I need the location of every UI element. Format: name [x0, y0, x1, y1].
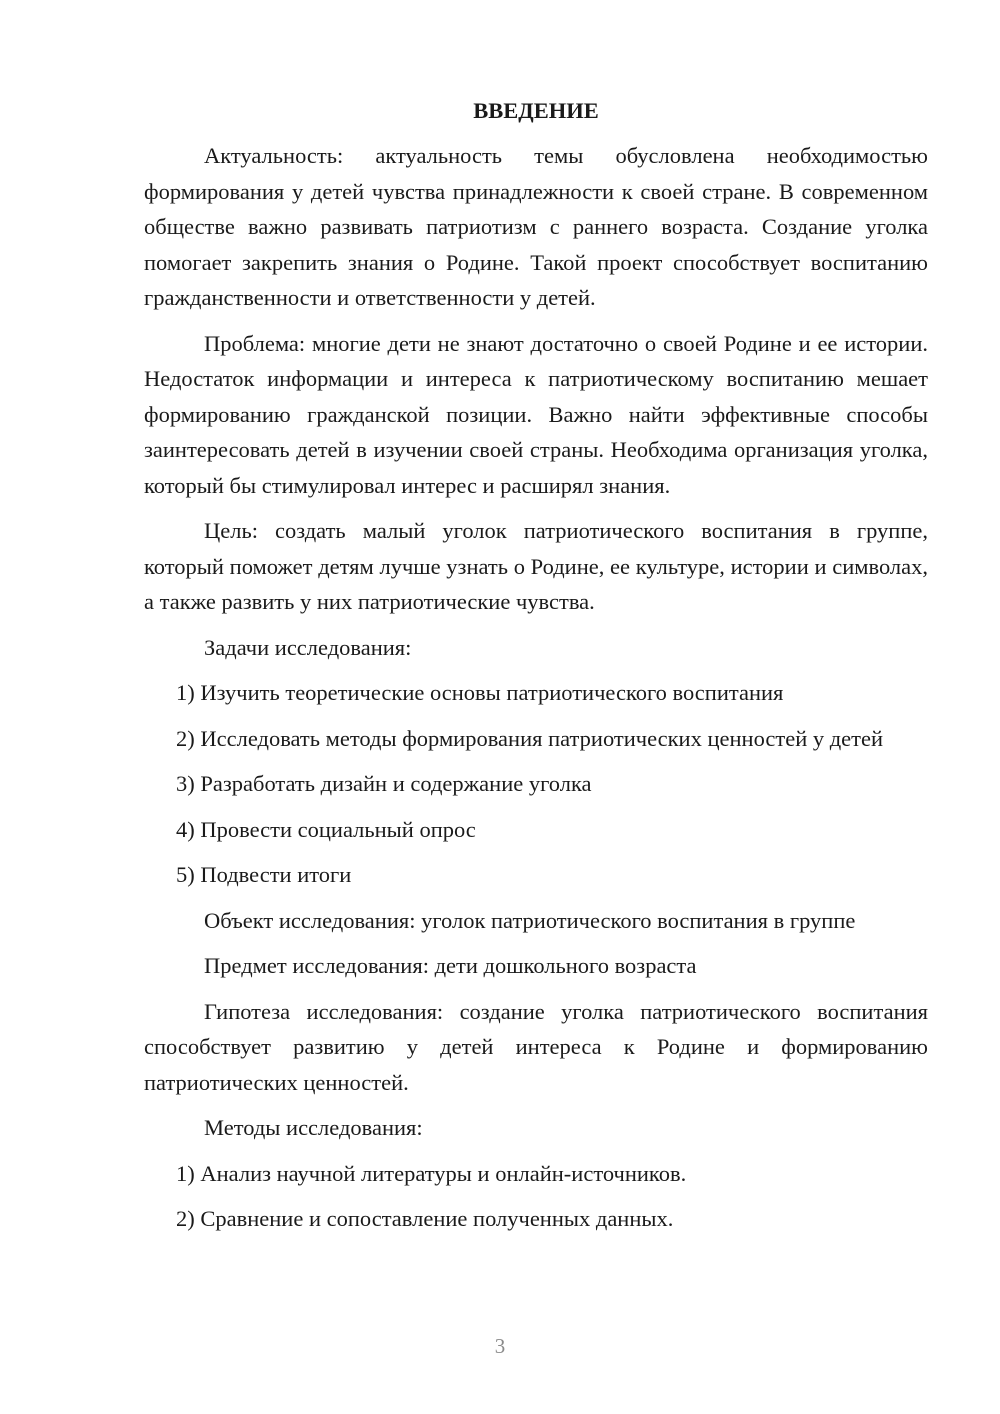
goal-paragraph: Цель: создать малый уголок патриотического воспитания в группе, который поможет детям лучше узнать о Родине, ее культуре, истории и символах, а также развить у них патриотические чувства.: [144, 518, 928, 614]
task-item-1: 1) Изучить теоретические основы патриотического воспитания: [176, 680, 784, 705]
problem-paragraph: Проблема: многие дети не знают достаточно о своей Родине и ее истории. Недостаток информации и интереса к патриотическому воспитанию мешает формированию гражданской позиции. Важно найти эффективные способы заинтересовать детей в изучении своей страны. Необходима организация уголка, который бы стимулировал интерес и расширял знания.: [144, 330, 928, 498]
task-item-3: 3) Разработать дизайн и содержание уголка: [176, 771, 592, 796]
research-subject: Предмет исследования: дети дошкольного возраста: [204, 953, 697, 978]
page-number: 3: [494, 1334, 506, 1358]
relevance-paragraph: Актуальность: актуальность темы обусловлена необходимостью формирования у детей чувства принадлежности к своей стране. В современном обществе важно развивать патриотизм с раннего возраста. Создание уголка помогает закрепить знания о Родине. Такой проект способствует воспитанию гражданственности и ответственности у детей.: [144, 143, 928, 310]
method-item-2: 2) Сравнение и сопоставление полученных данных.: [176, 1206, 674, 1231]
hypothesis-paragraph: Гипотеза исследования: создание уголка патриотического воспитания способствует развитию у детей интереса к Родине и формированию патриотических ценностей.: [144, 998, 928, 1095]
method-item-1: 1) Анализ научной литературы и онлайн-источников.: [176, 1160, 687, 1186]
task-item-5: 5) Подвести итоги: [176, 862, 352, 887]
section-title: ВВЕДЕНИЕ: [473, 98, 599, 123]
tasks-heading: Задачи исследования:: [204, 634, 412, 660]
research-object: Объект исследования: уголок патриотического воспитания в группе: [204, 907, 856, 933]
document-page: [144, 96, 928, 1247]
task-item-2: 2) Исследовать методы формирования патриотических ценностей у детей: [176, 725, 884, 751]
methods-heading: Методы исследования:: [204, 1115, 423, 1140]
task-item-4: 4) Провести социальный опрос: [176, 816, 476, 842]
